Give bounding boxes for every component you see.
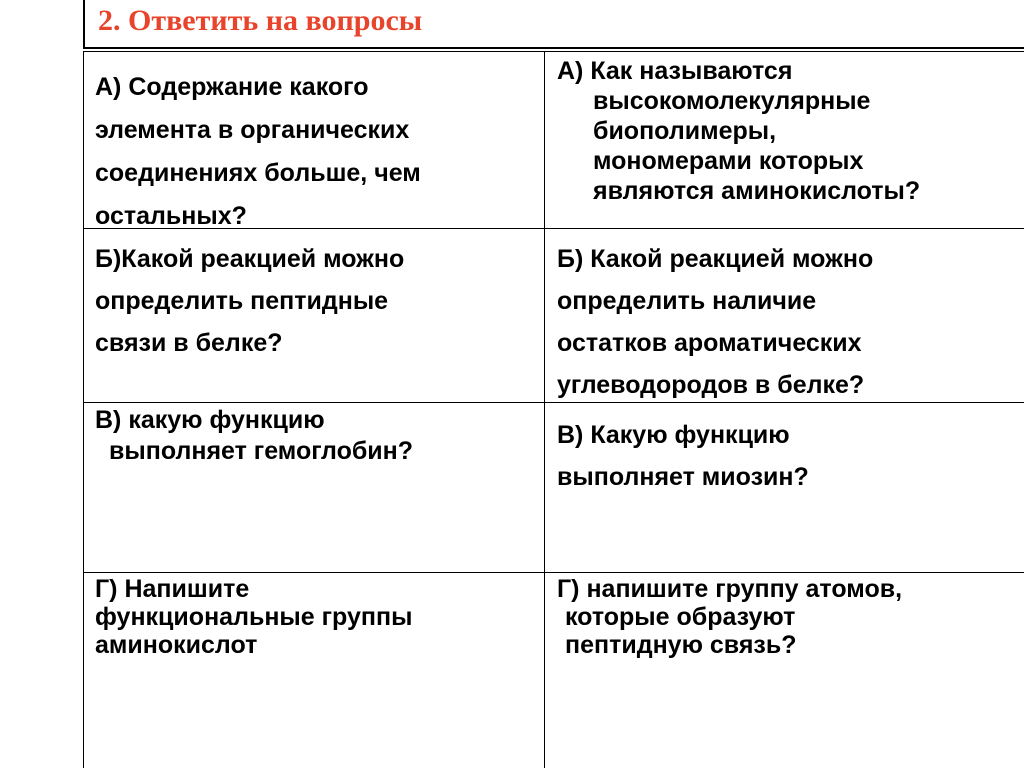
question-line: биополимеры,: [557, 116, 920, 146]
question-line: пептидную связь?: [557, 631, 902, 659]
question-line: выполняет гемоглобин?: [95, 436, 413, 467]
question-v-left: [95, 405, 413, 467]
question-cell-v-left: [84, 403, 545, 573]
question-v-right: [557, 414, 809, 498]
question-line: связи в белке?: [95, 322, 404, 364]
table-row: [84, 229, 1024, 403]
question-line: А) Как называются: [557, 56, 920, 86]
questions-table: [83, 51, 1024, 768]
question-line: Б) Какой реакцией можно: [557, 238, 873, 280]
question-line: В) какую функцию: [95, 405, 413, 436]
question-line: соединениях больше, чем: [95, 152, 421, 195]
question-line: определить пептидные: [95, 280, 404, 322]
title-row: [83, 0, 1024, 49]
question-line: элемента в органических: [95, 109, 421, 152]
slide-title: 2. Ответить на вопросы: [98, 4, 422, 38]
question-g-left: [95, 575, 412, 659]
question-line: функциональные группы: [95, 603, 412, 631]
question-line: В) Какую функцию: [557, 414, 809, 456]
question-cell-v-right: [545, 403, 1024, 573]
slide-frame: [83, 0, 1024, 767]
question-cell-a-left: [84, 52, 545, 229]
question-b-right: [557, 238, 873, 406]
question-line: аминокислот: [95, 631, 412, 659]
question-line: являются аминокислоты?: [557, 176, 920, 206]
question-line: высокомолекулярные: [557, 86, 920, 116]
question-b-left: [95, 238, 404, 364]
question-a-right: [557, 56, 920, 206]
question-cell-b-right: [545, 229, 1024, 403]
question-line: А) Содержание какого: [95, 66, 421, 109]
question-line: Г) напишите группу атомов,: [557, 575, 902, 603]
question-cell-b-left: [84, 229, 545, 403]
question-line: выполняет миозин?: [557, 456, 809, 498]
question-cell-g-left: [84, 573, 545, 768]
question-cell-g-right: [545, 573, 1024, 768]
question-line: определить наличие: [557, 280, 873, 322]
question-line: остальных?: [95, 195, 421, 238]
question-line: мономерами которых: [557, 146, 920, 176]
question-a-left: [95, 66, 421, 238]
question-line: Г) Напишите: [95, 575, 412, 603]
table-row: [84, 573, 1024, 768]
question-line: Б)Какой реакцией можно: [95, 238, 404, 280]
question-line: остатков ароматических: [557, 322, 873, 364]
question-cell-a-right: [545, 52, 1024, 229]
question-line: углеводородов в белке?: [557, 364, 873, 406]
table-row: [84, 52, 1024, 229]
question-line: которые образуют: [557, 603, 902, 631]
table-row: [84, 403, 1024, 573]
question-g-right: [557, 575, 902, 659]
